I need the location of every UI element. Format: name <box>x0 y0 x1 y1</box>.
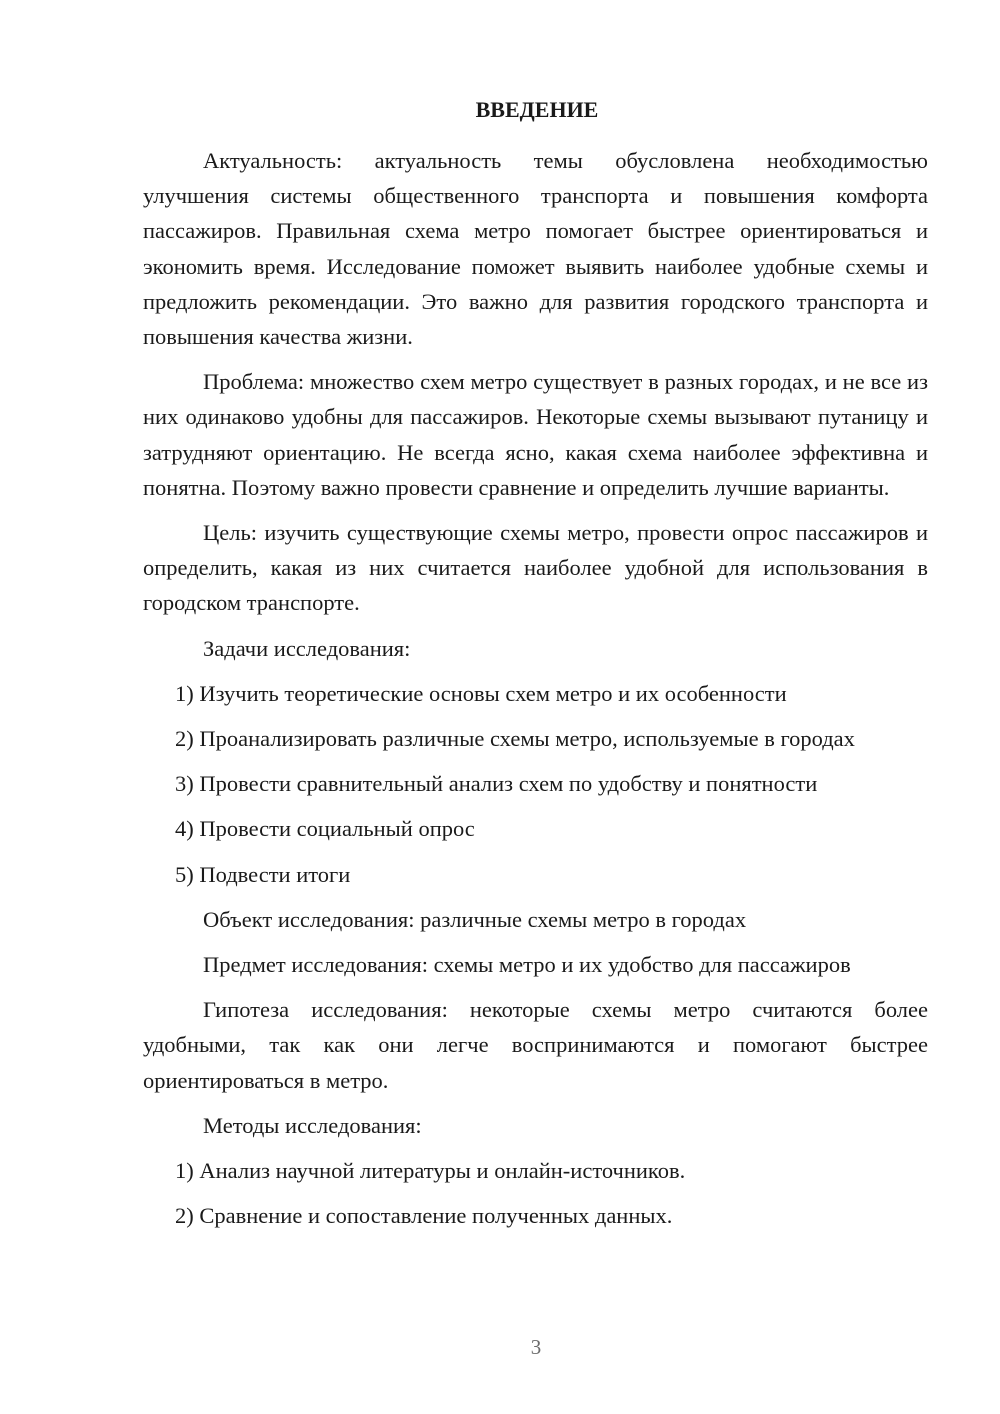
relevance-paragraph: Актуальность: актуальность темы обусловлена необходимостью улучшения системы общественного транспорта и повышения комфорта пассажиров. Правильная схема метро помогает быстрее ориентироваться и экономить время. Исследование поможет выявить наиболее удобные схемы и предложить рекомендации. Это важно для развития городского транспорта и повышения качества жизни. <box>143 148 928 350</box>
methods-heading: Методы исследования: <box>203 1112 422 1138</box>
section-title: ВВЕДЕНИЕ <box>475 97 599 122</box>
goal-paragraph: Цель: изучить существующие схемы метро, провести опрос пассажиров и определить, какая из них считается наиболее удобной для использования в городском транспорте. <box>143 520 928 616</box>
task-item: 4) Провести социальный опрос <box>175 816 475 842</box>
task-item: 3) Провести сравнительный анализ схем по удобству и понятности <box>175 771 818 797</box>
object-paragraph: Объект исследования: различные схемы метро в городах <box>203 906 747 932</box>
page-number: 3 <box>530 1335 542 1359</box>
document-body <box>143 143 928 1243</box>
task-item: 1) Изучить теоретические основы схем метро и их особенности <box>175 680 787 706</box>
hypothesis-paragraph: Гипотеза исследования: некоторые схемы метро считаются более удобными, так как они легче воспринимаются и помогают быстрее ориентироваться в метро. <box>143 997 928 1093</box>
problem-paragraph: Проблема: множество схем метро существует в разных городах, и не все из них одинаково удобны для пассажиров. Некоторые схемы вызывают путаницу и затрудняют ориентацию. Не всегда ясно, какая схема наиболее эффективна и понятна. Поэтому важно провести сравнение и определить лучшие варианты. <box>143 369 928 500</box>
task-item: 2) Проанализировать различные схемы метро, используемые в городах <box>175 726 855 752</box>
method-item: 2) Сравнение и сопоставление полученных данных. <box>175 1203 673 1229</box>
task-item: 5) Подвести итоги <box>175 861 351 887</box>
subject-paragraph: Предмет исследования: схемы метро и их удобство для пассажиров <box>203 952 851 978</box>
method-item: 1) Анализ научной литературы и онлайн-источников. <box>175 1158 686 1184</box>
tasks-heading: Задачи исследования: <box>203 635 411 661</box>
